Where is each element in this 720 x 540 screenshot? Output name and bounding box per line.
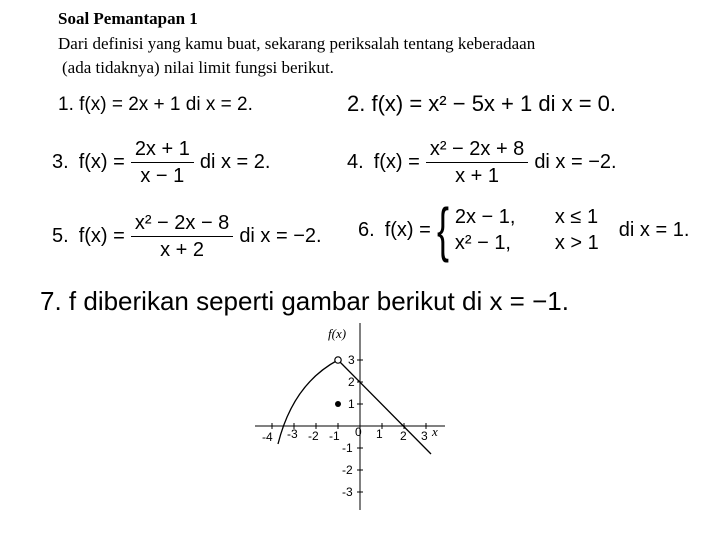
problem-6-rhs: di x = 1. (618, 218, 690, 241)
problem-4-denominator: x + 1 (455, 165, 500, 187)
problem-4-rhs: di x = −2. (534, 151, 617, 173)
problem-2: 2. f(x) = x² − 5x + 1 di x = 0. (347, 91, 617, 116)
x-tick-label: 0 (355, 425, 362, 439)
problem-6-case-1 (455, 204, 599, 230)
problem-3-lhs: f(x) = (78, 151, 125, 173)
problem-4 (347, 138, 617, 187)
x-tick-label: 1 (376, 427, 383, 441)
problem-6-case-1-cond: x ≤ 1 (554, 206, 599, 228)
problem-5-rhs: di x = −2. (239, 225, 322, 247)
problem-5-numerator: x² − 2x − 8 (131, 212, 234, 237)
problem-4-lhs: f(x) = (373, 151, 420, 173)
intro-line-2: (ada tidaknya) nilai limit fungsi berikut. (62, 58, 334, 77)
y-axis-label: f(x) (328, 326, 347, 341)
y-tick-label: 2 (348, 375, 355, 389)
x-tick-label: -4 (262, 430, 273, 444)
problem-3-number: 3. (52, 151, 69, 173)
problem-5-lhs: f(x) = (78, 225, 125, 247)
intro-line-1: Dari definisi yang kamu buat, sekarang periksalah tentang keberadaan (58, 34, 536, 53)
y-tick-label: -2 (342, 463, 353, 477)
problem-4-numerator: x² − 2x + 8 (426, 138, 529, 163)
problem-6-number: 6. (358, 218, 375, 241)
x-tick-label: 2 (400, 429, 407, 443)
problem-3-fraction (131, 138, 194, 187)
problem-6-cases (455, 204, 599, 256)
problem-1: 1. f(x) = 2x + 1 di x = 2. (58, 94, 253, 115)
x-tick-label: 3 (421, 429, 428, 443)
problem-6-case-1-expr: 2x − 1, (454, 206, 516, 228)
problem-6-case-2-cond: x > 1 (554, 232, 599, 254)
problem-3-denominator: x − 1 (140, 165, 185, 187)
x-axis-label: x (432, 424, 438, 439)
x-tick-label: -3 (287, 427, 298, 441)
problem-3-rhs: di x = 2. (199, 151, 271, 173)
y-tick-label: 1 (348, 397, 355, 411)
problem-7: 7. f diberikan seperti gambar berikut di x = −1. (40, 286, 569, 316)
problem-5-fraction (131, 212, 234, 261)
open-point (335, 357, 341, 363)
y-tick-label: 3 (348, 353, 355, 367)
left-brace: { (436, 196, 449, 263)
problem-3 (52, 138, 270, 187)
problem-5-denominator: x + 2 (160, 239, 205, 261)
problem-6-case-2 (455, 230, 599, 256)
problem-4-fraction (426, 138, 529, 187)
problem-5-number: 5. (52, 225, 69, 247)
problem-5 (52, 212, 322, 261)
problem-6-case-2-expr: x² − 1, (454, 232, 511, 254)
problem-3-numerator: 2x + 1 (131, 138, 194, 163)
y-tick-label: -1 (342, 441, 353, 455)
filled-point (335, 401, 341, 407)
x-tick-label: -1 (329, 429, 340, 443)
page-title: Soal Pemantapan 1 (58, 9, 198, 28)
problem-4-number: 4. (347, 151, 364, 173)
x-tick-label: -2 (308, 429, 319, 443)
problem-6-lhs: f(x) = (384, 218, 431, 241)
problem-6 (358, 196, 690, 263)
function-graph (250, 318, 450, 513)
y-tick-label: -3 (342, 485, 353, 499)
